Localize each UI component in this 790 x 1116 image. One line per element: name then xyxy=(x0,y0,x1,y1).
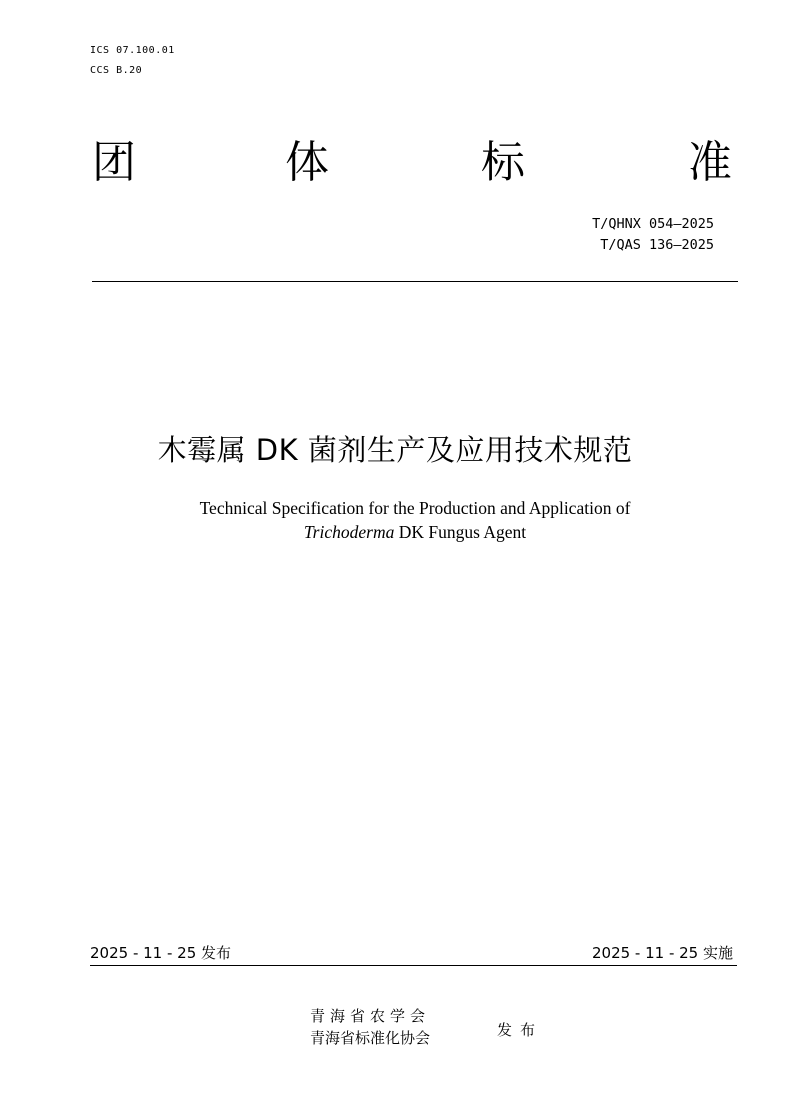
standard-type-char-2: 体 xyxy=(285,137,329,188)
top-divider xyxy=(92,281,738,282)
issuer-standardization-association: 青海省标准化协会 xyxy=(310,1029,431,1047)
document-title-en xyxy=(0,496,790,544)
issuing-organizations xyxy=(310,1005,430,1049)
standard-type-char-1: 团 xyxy=(92,137,136,188)
ics-code: ICS 07.100.01 xyxy=(90,45,175,56)
document-title-zh: 木霉属 DK 菌剂生产及应用技术规范 xyxy=(157,433,633,467)
standard-number-qhnx: T/QHNX 054—2025 xyxy=(592,216,714,232)
issue-label: 发布 xyxy=(497,1021,544,1039)
standard-type-heading xyxy=(92,134,732,194)
ccs-code: CCS B.20 xyxy=(90,65,143,76)
title-en-line-2 xyxy=(0,520,790,544)
standard-type-char-3: 标 xyxy=(481,137,525,188)
title-en-line-1: Technical Specification for the Production and Application of xyxy=(199,498,631,518)
standard-type-char-4: 准 xyxy=(688,137,732,188)
title-en-rest: DK Fungus Agent xyxy=(394,522,527,542)
standard-number-qas: T/QAS 136—2025 xyxy=(600,237,714,253)
ics-ccs-codes xyxy=(90,41,175,81)
publish-date: 2025 - 11 - 25 发布 xyxy=(90,944,232,962)
bottom-divider xyxy=(90,965,737,966)
standard-numbers xyxy=(592,214,714,256)
title-en-genus: Trichoderma xyxy=(303,522,395,542)
implement-date: 2025 - 11 - 25 实施 xyxy=(591,944,733,962)
issuer-agricultural-society: 青海省农学会 xyxy=(310,1007,431,1025)
